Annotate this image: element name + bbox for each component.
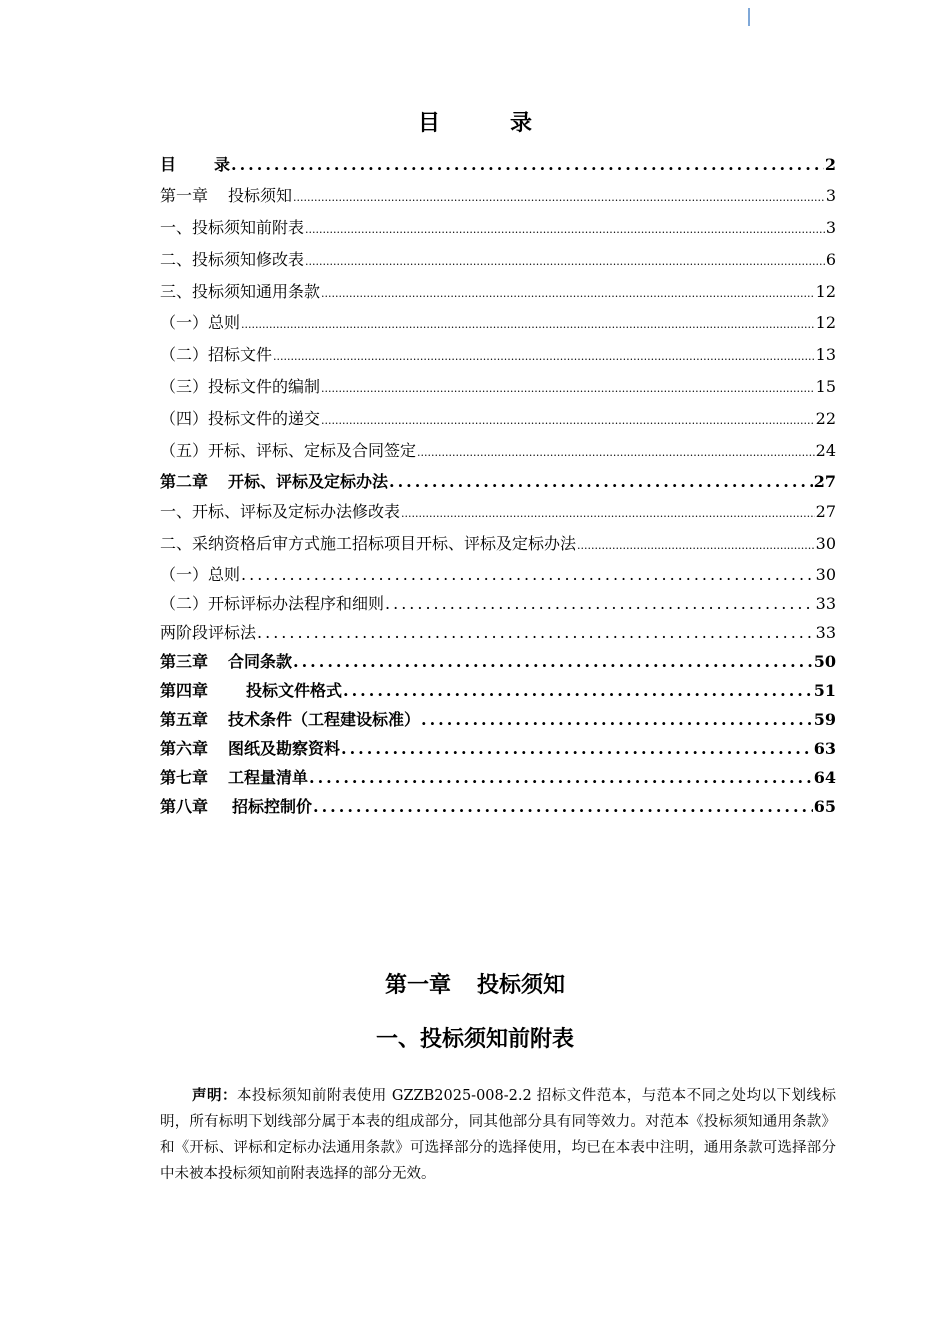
- toc-entry-label: 第二章 开标、评标及定标办法: [160, 472, 389, 491]
- toc-entry-chapter-5[interactable]: [160, 707, 836, 733]
- toc-entry-label: （四）投标文件的递交: [160, 409, 321, 428]
- toc-leader-dots: [293, 652, 813, 671]
- toc-entry-chapter-3[interactable]: [160, 649, 836, 675]
- toc-entry-chapter-4[interactable]: [160, 678, 836, 704]
- toc-entry-page: 51: [813, 681, 836, 700]
- toc-leader-dots: [321, 409, 815, 428]
- toc-entry-label: 目 录: [160, 155, 231, 174]
- toc-leader-dots: [389, 472, 813, 491]
- toc-entry-page: 12: [815, 313, 836, 332]
- section-heading: 一、投标须知前附表: [375, 1026, 574, 1052]
- statement-paragraph: [160, 1083, 836, 1187]
- toc-entry[interactable]: [160, 499, 836, 525]
- toc-entry-label: （二）开标评标办法程序和细则: [160, 594, 385, 613]
- toc-leader-dots: [241, 565, 815, 584]
- toc-leader-dots: [313, 797, 813, 816]
- toc-entry-page: 2: [824, 155, 836, 174]
- toc-leader-dots: [321, 282, 815, 301]
- toc-entry-label: 第一章 投标须知: [160, 186, 293, 205]
- toc-entry[interactable]: [160, 438, 836, 464]
- toc-leader-dots: [421, 710, 813, 729]
- toc-entry-label: 第七章 工程量清单: [160, 768, 309, 787]
- toc-leader-dots: [577, 534, 815, 553]
- toc-entry-label: 二、投标须知修改表: [160, 250, 305, 269]
- statement-label: 声明：: [192, 1086, 237, 1104]
- toc-entry-label: 第四章 投标文件格式: [160, 681, 343, 700]
- toc-entry-label: 一、投标须知前附表: [160, 218, 305, 237]
- toc-entry-label: 一、开标、评标及定标办法修改表: [160, 502, 401, 521]
- toc-title: 目 录: [417, 110, 533, 136]
- toc-entry-label: 二、采纳资格后审方式施工招标项目开标、评标及定标办法: [160, 534, 577, 553]
- toc-entry-contents[interactable]: [160, 152, 836, 178]
- toc-entry[interactable]: [160, 342, 836, 368]
- toc-entry-label: （一）总则: [160, 565, 241, 584]
- toc-entry-page: 13: [815, 345, 836, 364]
- toc-leader-dots: [305, 218, 825, 237]
- toc-entry-page: 22: [815, 409, 836, 428]
- toc-leader-dots: [401, 502, 815, 521]
- text-cursor-mark: [748, 8, 750, 26]
- toc-entry[interactable]: [160, 374, 836, 400]
- toc-entry-label: （三）投标文件的编制: [160, 377, 321, 396]
- toc-entry-page: 65: [813, 797, 836, 816]
- toc-entry[interactable]: [160, 620, 836, 646]
- toc-entry-page: 6: [825, 250, 836, 269]
- toc-entry-page: 64: [813, 768, 836, 787]
- toc-leader-dots: [341, 739, 813, 758]
- toc-leader-dots: [321, 377, 815, 396]
- toc-leader-dots: [241, 313, 815, 332]
- toc-leader-dots: [385, 594, 815, 613]
- toc-entry-label: 三、投标须知通用条款: [160, 282, 321, 301]
- toc-entry-chapter-8[interactable]: [160, 794, 836, 820]
- chapter-heading: 第一章 投标须知: [384, 972, 566, 998]
- toc-entry-label: 第三章 合同条款: [160, 652, 293, 671]
- toc-entry-page: 33: [815, 623, 836, 642]
- toc-leader-dots: [293, 186, 825, 205]
- toc-entry-page: 30: [815, 565, 836, 584]
- toc-entry-chapter-7[interactable]: [160, 765, 836, 791]
- toc-leader-dots: [257, 623, 815, 642]
- toc-entry-label: 第六章 图纸及勘察资料: [160, 739, 341, 758]
- toc-entry-label: 两阶段评标法: [160, 623, 257, 642]
- toc-entry-chapter-1[interactable]: [160, 183, 836, 209]
- toc-entry-page: 12: [815, 282, 836, 301]
- toc-entry-page: 15: [815, 377, 836, 396]
- toc-entry-label: 第五章 技术条件（工程建设标准）: [160, 710, 421, 729]
- statement-text: 本投标须知前附表使用 GZZB2025-008-2.2 招标文件范本，与范本不同之处均以下划线标明，所有标明下划线部分属于本表的组成部分，同其他部分具有同等效力。对范本《投标须知通用条款》和《开标、评标和定标办法通用条款》可选择部分的选择使用，均已在本表中注明，通用条款可选择部分中未被本投标须知前附表选择的部分无效。: [160, 1087, 836, 1182]
- toc-entry-page: 63: [813, 739, 836, 758]
- toc-entry-page: 50: [813, 652, 836, 671]
- toc-leader-dots: [305, 250, 825, 269]
- toc-entry-page: 59: [813, 710, 836, 729]
- toc-entry[interactable]: [160, 531, 836, 557]
- toc-entry[interactable]: [160, 591, 836, 617]
- toc-entry-page: 3: [825, 186, 836, 205]
- toc-entry-chapter-6[interactable]: [160, 736, 836, 762]
- toc-leader-dots: [417, 441, 815, 460]
- toc-entry-label: （五）开标、评标、定标及合同签定: [160, 441, 417, 460]
- toc-entry[interactable]: [160, 406, 836, 432]
- toc-entry-page: 27: [815, 502, 836, 521]
- toc-leader-dots: [231, 155, 824, 174]
- toc-entry-page: 33: [815, 594, 836, 613]
- toc-entry-page: 24: [815, 441, 836, 460]
- toc-entry[interactable]: [160, 562, 836, 588]
- toc-entry[interactable]: [160, 247, 836, 273]
- toc-entry-page: 27: [813, 472, 836, 491]
- toc-leader-dots: [343, 681, 813, 700]
- toc-entry-label: （二）招标文件: [160, 345, 273, 364]
- toc-entry-page: 30: [815, 534, 836, 553]
- toc-entry[interactable]: [160, 310, 836, 336]
- toc-entry-label: （一）总则: [160, 313, 241, 332]
- toc-leader-dots: [273, 345, 815, 364]
- toc-entry[interactable]: [160, 279, 836, 305]
- toc-entry[interactable]: [160, 215, 836, 241]
- toc-entry-chapter-2[interactable]: [160, 469, 836, 495]
- toc-entry-label: 第八章 招标控制价: [160, 797, 313, 816]
- toc-entry-page: 3: [825, 218, 836, 237]
- toc-leader-dots: [309, 768, 813, 787]
